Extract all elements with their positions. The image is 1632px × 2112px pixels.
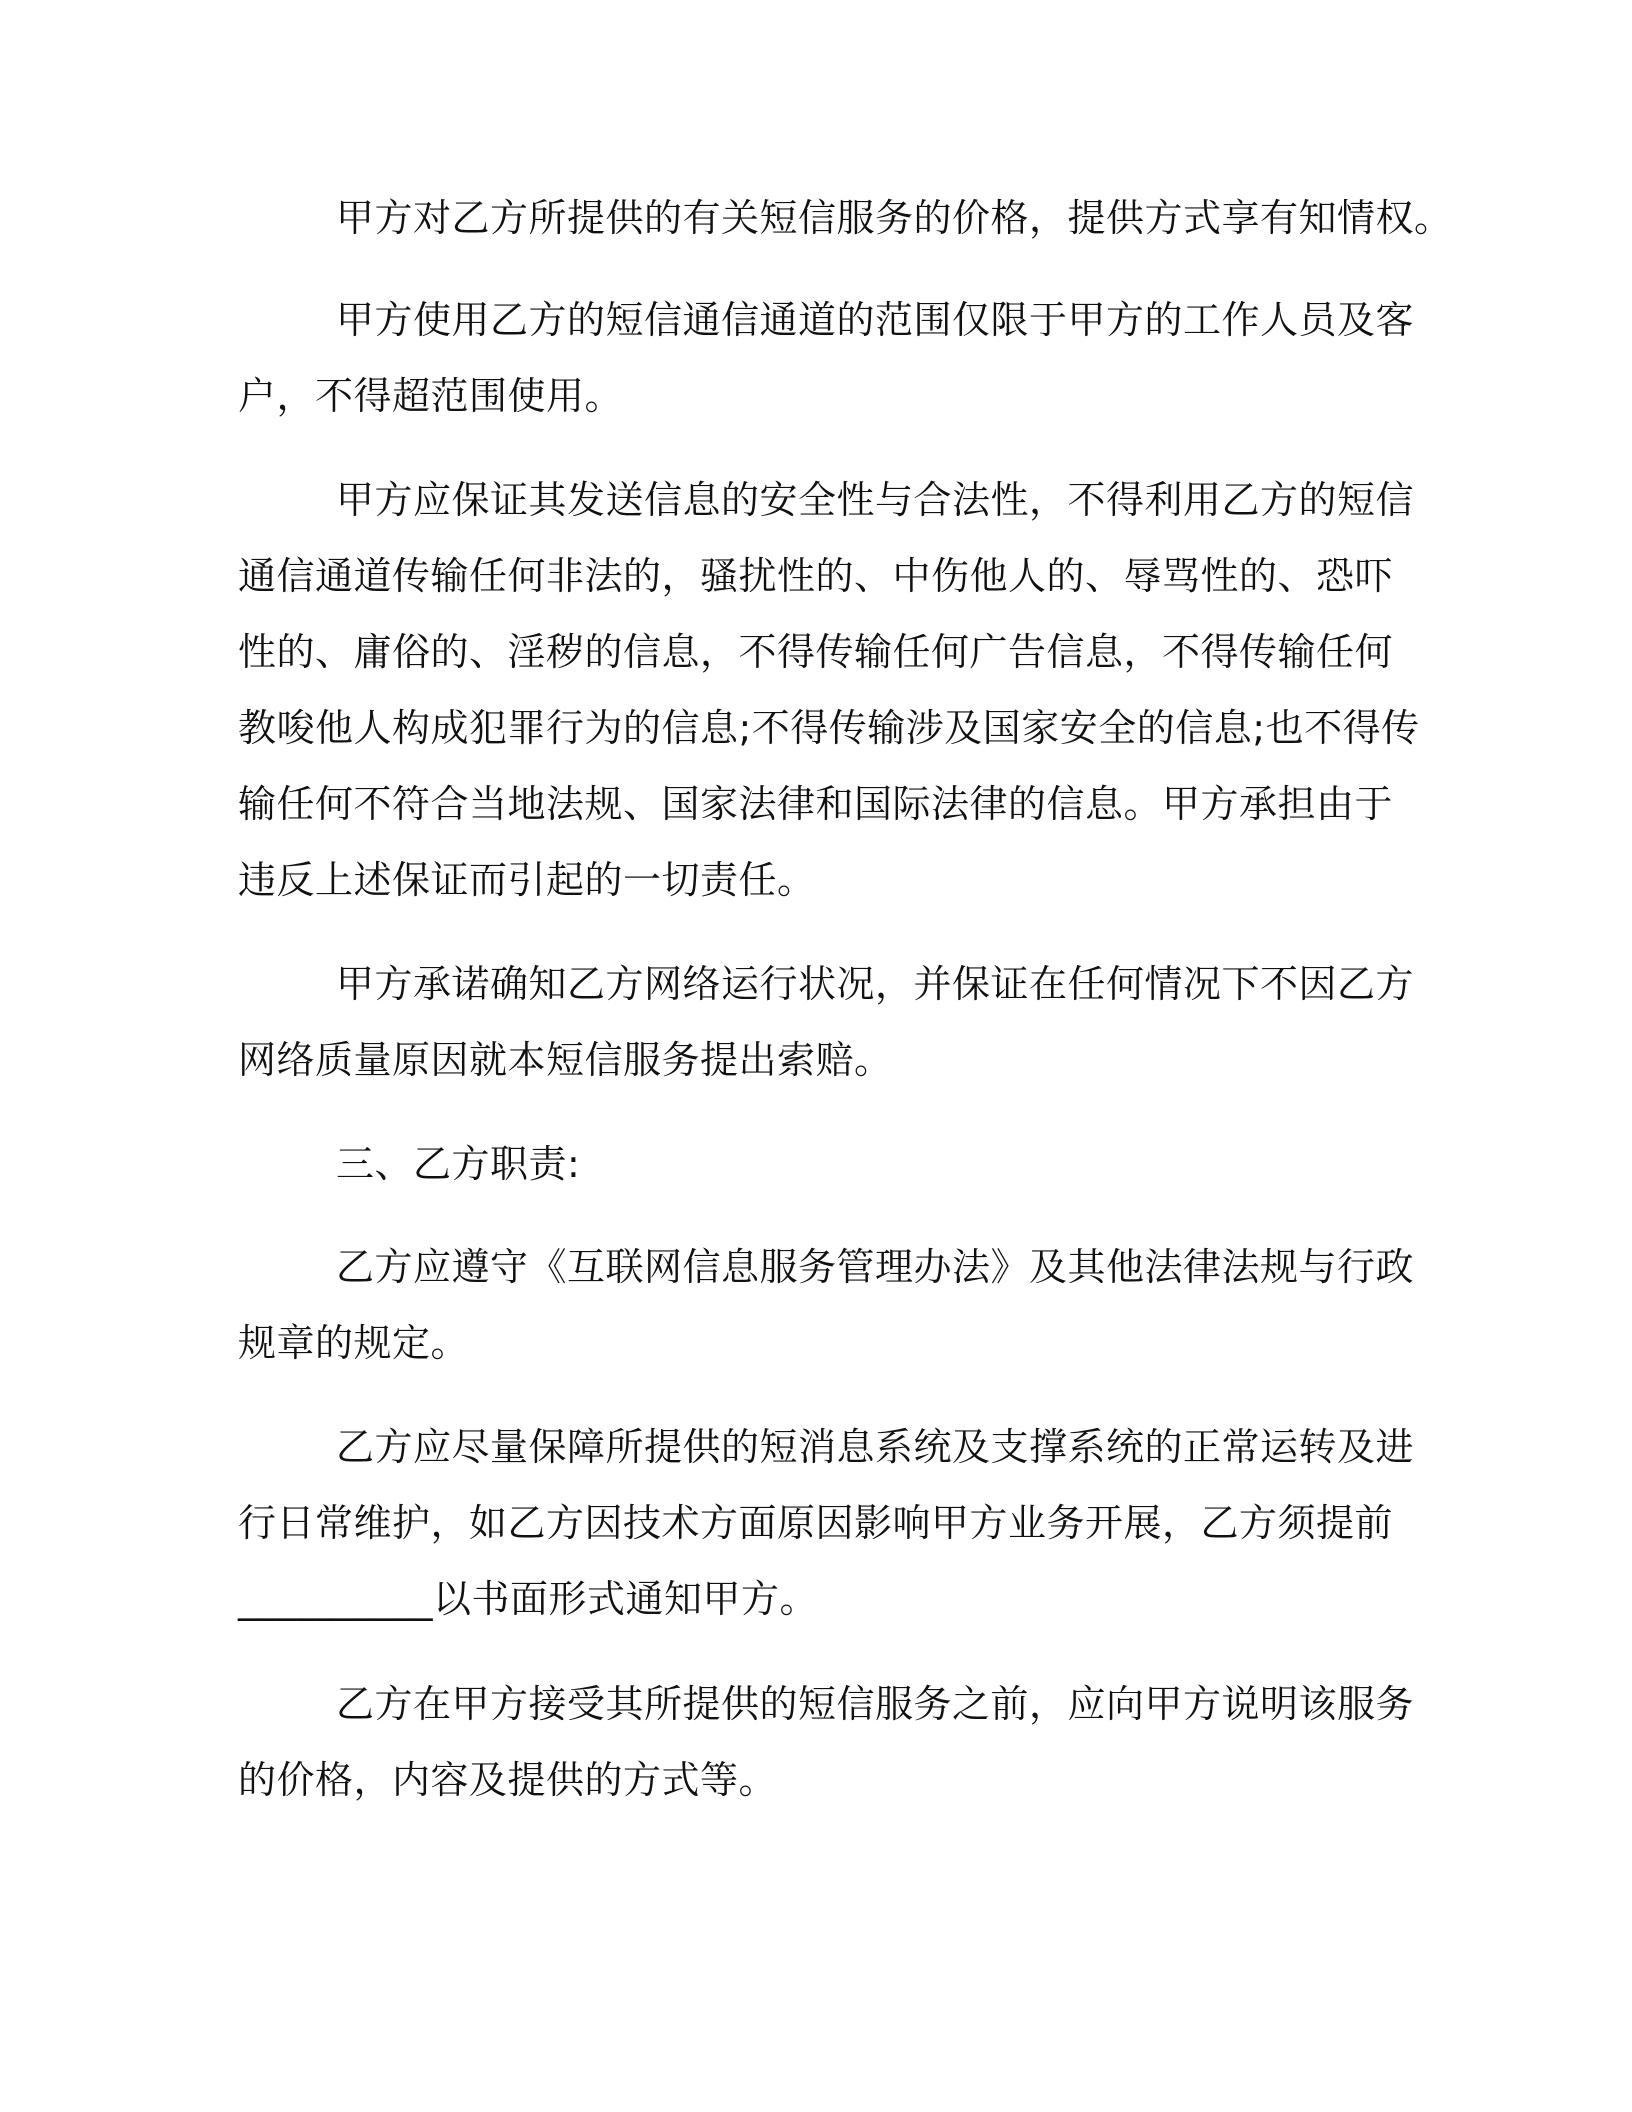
paragraph-network-claims [238,946,1415,1098]
paragraph-line: 教唆他人构成犯罪行为的信息;不得传输涉及国家安全的信息;也不得传 [238,706,1420,750]
paragraph-line: 乙方应遵守《互联网信息服务管理办法》及其他法律法规与行政 [336,1245,1415,1289]
paragraph-line: 甲方使用乙方的短信通信通道的范围仅限于甲方的工作人员及客 [336,298,1415,342]
paragraph-line: 的价格，内容及提供的方式等。 [238,1758,778,1802]
paragraph-system-maintenance [238,1409,1415,1637]
paragraph-line: 乙方在甲方接受其所提供的短信服务之前，应向甲方说明该服务 [336,1682,1415,1726]
paragraph-line: 行日常维护，如乙方因技术方面原因影响甲方业务开展，乙方须提前 [238,1501,1394,1545]
paragraph-line: 甲方对乙方所提供的有关短信服务的价格，提供方式享有知情权。 [336,196,1453,240]
section-heading-party-b-duties [238,1126,1378,1202]
paragraph-content-security [238,462,1420,918]
paragraph-line: 输任何不符合当地法规、国家法律和国际法律的信息。甲方承担由于 [238,782,1394,826]
paragraph-channel-scope [238,282,1415,434]
paragraph-service-disclosure [238,1666,1415,1818]
paragraph-line: __________以书面形式通知甲方。 [238,1577,819,1621]
paragraph-right-to-know [238,180,1453,256]
paragraph-compliance [238,1229,1415,1381]
paragraph-line: 违反上述保证而引起的一切责任。 [238,858,816,902]
paragraph-line: 通信通道传输任何非法的，骚扰性的、中伤他人的、辱骂性的、恐吓 [238,554,1394,598]
paragraph-line: 甲方应保证其发送信息的安全性与合法性，不得利用乙方的短信 [336,478,1415,522]
paragraph-line: 乙方应尽量保障所提供的短消息系统及支撑系统的正常运转及进 [336,1425,1415,1469]
paragraph-line: 性的、庸俗的、淫秽的信息，不得传输任何广告信息，不得传输任何 [238,630,1394,674]
paragraph-line: 甲方承诺确知乙方网络运行状况，并保证在任何情况下不因乙方 [336,962,1415,1006]
paragraph-line: 户，不得超范围使用。 [238,374,624,418]
paragraph-line: 规章的规定。 [238,1321,470,1365]
section-heading: 三、乙方职责: [336,1142,581,1186]
paragraph-line: 网络质量原因就本短信服务提出索赔。 [238,1038,893,1082]
